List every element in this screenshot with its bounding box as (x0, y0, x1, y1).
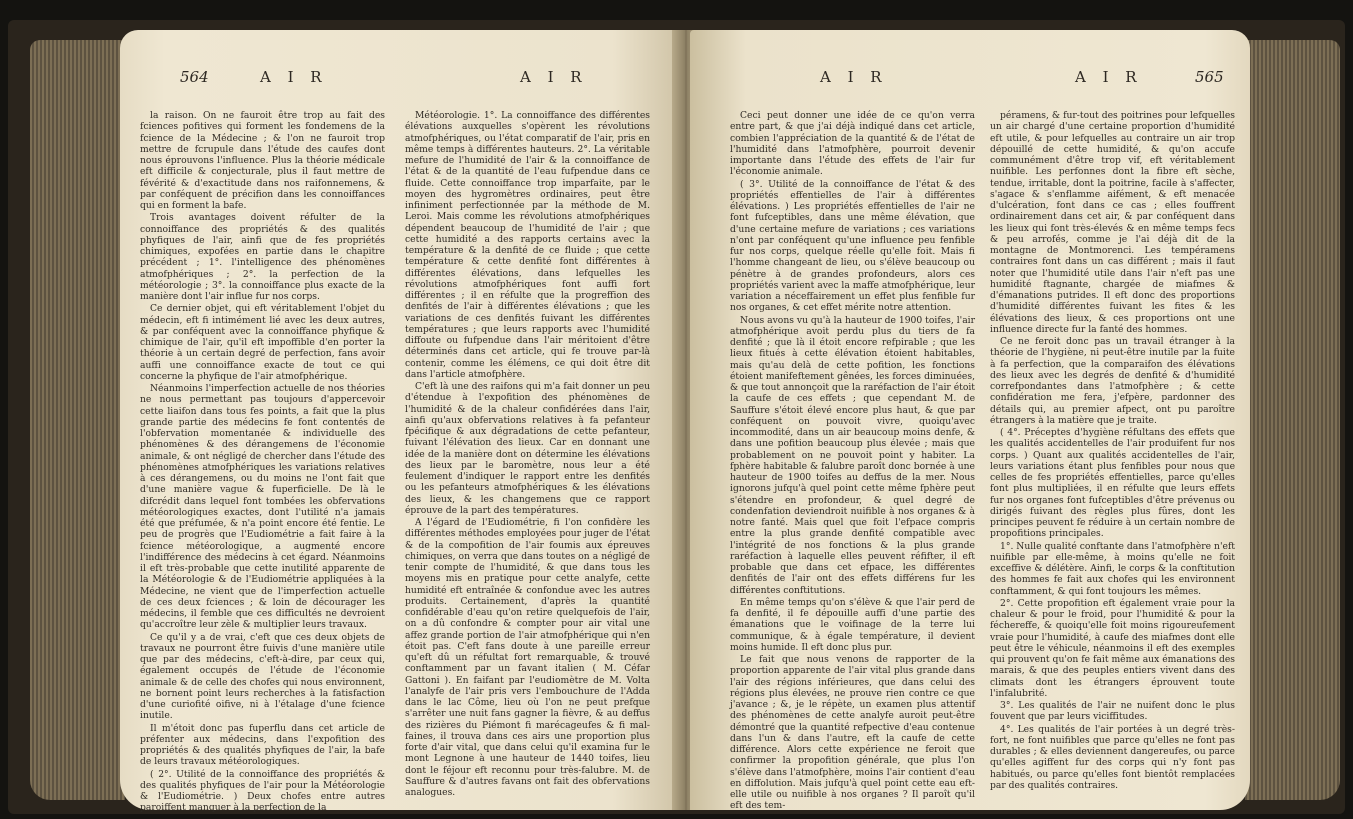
right-column-1 (730, 110, 975, 812)
paragraph: 3°. Les qualités de l'air ne nuifent donc le plus fouvent que par leurs viciffitudes. (990, 700, 1235, 723)
right-page (690, 30, 1250, 810)
paragraph: ( 3°. Utilité de la connoiffance de l'état & des propriétés effentielles de l'air à différentes élévations. ) Les propriétés effentielles de l'air ne font fufceptibles, dans une même élévation, que d'une certaine mefure de variations ; ces variations n'ont par conféquent qu'une influence peu fenfible fur nos corps, quelque réelle qu'elle foit. Mais fi l'homme changeant de lieu, ou s'élève beaucoup ou pénètre à de grandes profondeurs, alors ces propriétés varient avec la maffe atmofphérique, leur variation a néceffairement un effet plus fenfible fur nos organes, & cet effet mérite notre attention. (730, 178, 975, 314)
right-column-2 (990, 110, 1235, 800)
paragraph: A l'égard de l'Eudiométrie, fi l'on confidère les différentes méthodes employées pour juger de l'état & de la compofition de l'air foumis aux épreuves chimiques, on verra que dans toutes on a négligé de tenir compte de l'humidité, & que dans tous les moyens mis en pratique pour cette analyfe, cette humidité eft entraînée & confondue avec les autres produits. Certainement, d'après la quantité confidérable d'eau qu'on retire quelquefois de l'air, on a dû confondre & compter pour air vital une affez grande portion de l'air atmofphérique qui n'en étoit pas. C'eft fans doute à une pareille erreur qu'eft dû un réfultat fort remarquable, & trouvé conftamment par un favant italien ( M. Céfar Gattoni ). En faifant par l'eudiomètre de M. Volta l'analyfe de l'air pris vers l'embouchure de l'Adda dans le lac Côme, lieu où l'on ne peut prefque s'arrêter une nuit fans gagner la fièvre, & au deffus des rizières du Piémont fi marécageufes & fi mal-faines, il trouva dans ces airs une proportion plus forte d'air vital, que dans celui qu'il examina fur le mont Legnone à une hauteur de 1440 toifes, lieu dont le féjour eft reconnu pour très-falubre. M. de Sauffure & d'autres favans ont fait des obfervations analogues. (405, 517, 650, 798)
left-page (120, 30, 680, 814)
right-running-head-2: A I R (1075, 68, 1143, 86)
paragraph: Ce qu'il y a de vrai, c'eft que ces deux objets de travaux ne pourront être fuivis d'une manière utile que par des médecins, c'eft-à-dire, par ceux qui, également occupés de l'étude de l'économie animale & de celle des chofes qui nous environnent, ne bornent point leurs recherches à la fatisfaction d'une curiofité oifive, ni à l'étalage d'une fcience inutile. (140, 631, 385, 722)
paragraph: Il m'étoit donc pas fuperflu dans cet article de préfenter aux médecins, dans l'expofition des propriétés & des qualités phyfiques de l'air, la bafe de leurs travaux météorologiques. (140, 722, 385, 768)
paragraph: Ce dernier objet, qui eft véritablement l'objet du médecin, eft fi intimément lié avec les deux autres, & par conféquent avec la connoiffance phyfique & chimique de l'air, qu'il eft impoffible d'en porter la théorie à un certain degré de perfection, fans avoir auffi une connoiffance exacte de tout ce qui concerne la phyfique de l'air atmofphérique. (140, 303, 385, 382)
right-running-head-1: A I R (820, 68, 888, 86)
paragraph: la raison. On ne fauroit être trop au fait des fciences pofitives qui forment les fondemens de la fcience de la Médecine ; & l'on ne fauroit trop mettre de fcrupule dans l'étude des caufes dont nous éprouvons l'influence. Plus la théorie médicale eft difficile & conjecturale, plus il faut mettre de févérité & d'exactitude dans nos raifonnemens, & par conféquent de précifion dans les connoiffances qui en forment la bafe. (140, 110, 385, 211)
left-page-number: 564 (180, 68, 209, 86)
left-column-1 (140, 110, 385, 814)
paragraph: Ceci peut donner une idée de ce qu'on verra entre part, & que j'ai déjà indiqué dans cet article, combien l'appréciation de la quantité & de l'état de l'humidité dans l'atmofphère, pourroit devenir importante dans l'étude des effets de l'air fur l'économie animale. (730, 110, 975, 178)
left-running-head-1: A I R (260, 68, 328, 86)
paragraph: Trois avantages doivent réfulter de la connoiffance des propriétés & des qualités phyfiques de l'air, ainfi que de fes propriétés chimiques, expofées en partie dans le chapitre précédent ; 1°. l'intelligence des phénomènes atmofphériques ; 2°. la perfection de la météorologie ; 3°. la connoiffance plus exacte de la manière dont l'air influe fur nos corps. (140, 212, 385, 302)
paragraph: 2°. Cette propofition eft également vraie pour la chaleur & pour le froid, pour l'humidité & pour la féchereffe, & quoiqu'elle foit moins rigoureufement vraie pour l'humidité, à caufe des miafmes dont elle peut être le véhicule, néanmoins il eft des exemples qui prouvent qu'on fe fait même aux émanations des marais, & que des peuples entiers vivent dans des climats dont les étrangers éprouvent toute l'infalubrité. (990, 597, 1235, 699)
right-page-edges (1245, 40, 1340, 800)
paragraph: Le fait que nous venons de rapporter de la proportion apparente de l'air vital plus grande dans l'air des régions inférieures, que dans celui des régions plus élevées, ne prouve rien contre ce que j'avance ; &, je le répète, un examen plus attentif des phénomènes de cette analyfe auroit peut-être démontré que la quantité refpective d'eau contenue dans l'un & dans l'autre, eft la caufe de cette différence. Alors cette expérience ne feroit que confirmer la propofition générale, que plus l'on s'élève dans l'atmofphère, moins l'air contient d'eau en diffolution. Mais jufqu'à quel point cette eau eft-elle utile ou nuifible à nos organes ? Il paroît qu'il eft des tem- (730, 654, 975, 812)
paragraph: En même temps qu'on s'élève & que l'air perd de fa denfité, il fe dépouille auffi d'une partie des émanations que le voifinage de la terre lui communique, & à égale température, il devient moins humide. Il eft donc plus pur. (730, 596, 975, 653)
paragraph: 1°. Nulle qualité conftante dans l'atmofphère n'eft nuifible par elle-même, à moins qu'elle ne foit exceffive & délétère. Ainfi, le corps & la conftitution des hommes fe fait aux chofes qui les environnent conftamment, & qui font toujours les mêmes. (990, 540, 1235, 597)
left-running-head-2: A I R (520, 68, 588, 86)
paragraph: Ce ne feroit donc pas un travail étranger à la théorie de l'hygiène, ni peut-être inutile par la fuite à fa perfection, que la comparaifon des élévations des lieux avec les degrés de denfité & d'humidité correfpondantes dans l'atmofphère ; & cette confidération me fera, j'efpère, pardonner des détails qui, au premier afpect, ont pu paroître étrangers à la matière que je traite. (990, 336, 1235, 426)
paragraph: C'eft là une des raifons qui m'a fait donner un peu d'étendue à l'expofition des phénomènes de l'humidité & de la chaleur confidérées dans l'air, ainfi qu'aux obfervations relatives à fa pefanteur fpécifique & aux dégradations de cette pefanteur, fuivant l'élévation des lieux. Car en donnant une idée de la manière dont on détermine les élévations des lieux par le baromètre, nous leur a été feulement d'indiquer le rapport entre les denfités ou les pefanteurs atmofphériques & les élévations des lieux, & les changemens que ce rapport éprouve de la part des températures. (405, 381, 650, 516)
paragraph: 4°. Les qualités de l'air portées à un degré très-fort, ne font nuifibles que parce qu'elles ne font pas durables ; & elles deviennent dangereufes, ou parce qu'elles agiffent fur des corps qui n'y font pas habitués, ou parce qu'elles font bientôt remplacées par des qualités contraires. (990, 723, 1235, 791)
paragraph: Météorologie. 1°. La connoiffance des différentes élévations auxquelles s'opèrent les révolutions atmofphériques, ou l'état comparatif de l'air, pris en même temps à différentes hauteurs. 2°. La véritable mefure de l'humidité de l'air & la connoiffance de l'état & de la quantité de l'eau fufpendue dans ce fluide. Cette connoiffance trop imparfaite, par le moyen des hygromètres ordinaires, peut être infiniment perfectionnée par la méthode de M. Leroi. Mais comme les révolutions atmofphériques dépendent beaucoup de l'humidité de l'air ; que cette humidité a des rapports certains avec la température & la denfité de ce fluide ; que cette température & cette denfité font différentes à différentes élévations, dans lefquelles les révolutions atmofphériques font auffi fort différentes ; il en réfulte que la progreffion des denfités de l'air à différentes élévations ; que les variations de ces denfités fuivant les différentes températures ; que leurs rapports avec l'humidité diffoute ou fufpendue dans l'air méritoient d'être déterminés dans cet article, qui fe trouve par-là contenir, comme les élémens, ce qui doit être dit dans l'article atmofphère. (405, 110, 650, 380)
paragraph: Nous avons vu qu'à la hauteur de 1900 toifes, l'air atmofphérique avoit perdu plus du tiers de fa denfité ; que là il étoit encore refpirable ; que les lieux fitués à cette élévation étoient habitables, mais qu'au delà de cette pofition, les fonctions étoient manifeftement gênées, les forces diminuées, & que tout annonçoit que la raréfaction de l'air étoit la caufe de ces effets ; que cependant M. de Sauffure s'étoit élevé encore plus haut, & que par conféquent on pouvoit vivre, quoiqu'avec incommodité, dans un air beaucoup moins denfe, & dans une pofition beaucoup plus élevée ; mais que probablement on ne pouvoit point y habiter. La fphère habitable & falubre paroît donc bornée à une hauteur de 1900 toifes au deffus de la mer. Nous ignorons jufqu'à quel point cette même fphère peut s'étendre en profondeur, & quel degré de condenfation deviendroit nuifible à nos organes & à notre fanté. Mais quel que foit l'efpace compris entre la plus grande denfité compatible avec l'intégrité de nos fonctions & la plus grande raréfaction à laquelle elles peuvent réfifter, il eft probable que dans cet efpace, les différentes denfités de l'air ont des effets différens fur les différentes conftitutions. (730, 314, 975, 596)
paragraph: Néanmoins l'imperfection actuelle de nos théories ne nous permettant pas toujours d'appercevoir cette liaifon dans tous fes points, a fait que la plus grande partie des médecins fe font contentés de l'obfervation momentanée & individuelle des phénomènes & des dérangemens de l'économie animale, & ont négligé de chercher dans l'étude des phénomènes atmofphériques les variations relatives à ces dérangemens, ou du moins ne l'ont fait que d'une manière vague & fuperficielle. De là le difcrédit dans lequel font tombées les obfervations météorologiques exactes, dont l'utilité n'a jamais été que préfumée, & n'a point encore été fentie. Le peu de progrès que l'Eudiométrie a fait faire à la fcience météorologique, a augmenté encore l'indifférence des médecins à cet égard. Néanmoins il eft très-probable que cette inutilité apparente de la Météorologie & de l'Eudiométrie appliquées à la Médecine, ne vient que de l'imperfection actuelle de ces deux fciences ; & loin de décourager les médecins, il femble que ces difficultés ne devroient qu'accroître leur zèle & multiplier leurs travaux. (140, 383, 385, 631)
left-column-2 (405, 110, 650, 800)
paragraph: péramens, & fur-tout des poitrines pour lefquelles un air chargé d'une certaine proportion d'humidité eft utile, & pour lefquelles au contraire un air trop dépouillé de cette humidité, & qu'on accufe communément d'être trop vif, eft véritablement nuifible. Les perfonnes dont la fibre eft sèche, tendue, irritable, dont la poitrine, facile à s'affecter, s'agace & s'enflamme aifément, & eft menacée d'ulcération, font dans ce cas ; elles fouffrent ordinairement dans cet air, & par conféquent dans les lieux qui font très-élevés & en même temps fecs & peu arrofés, comme je l'ai déjà dit de la montagne de Montmorenci. Les tempéramens contraires font dans un cas différent ; mais il faut noter que l'humidité utile dans l'air n'eft pas une humidité ftagnante, chargée de miafmes & d'émanations putrides. Il eft donc des proportions d'humidité différentes fuivant les fites & les élévations des lieux, & ces proportions ont une influence directe fur la fanté des hommes. (990, 110, 1235, 335)
paragraph: ( 4°. Préceptes d'hygiène réfultans des effets que les qualités accidentelles de l'air produifent fur nos corps. ) Quant aux qualités accidentelles de l'air, leurs variations étant plus fenfibles pour nous que celles de fes propriétés effentielles, parce qu'elles font plus multipliées, il en réfulte que leurs effets fur nos organes font fufceptibles d'être prévenus ou dirigés fuivant des règles plus fûres, dont les principes peuvent fe réduire à un certain nombre de propofitions principales. (990, 427, 1235, 540)
left-page-edges (30, 40, 125, 800)
right-page-number: 565 (1195, 68, 1224, 86)
paragraph: ( 2°. Utilité de la connoiffance des propriétés & des qualités phyfiques de l'air pour la Météorologie & l'Eudiométrie. ) Deux chofes entre autres paroiffent manquer à la perfection de la (140, 768, 385, 814)
